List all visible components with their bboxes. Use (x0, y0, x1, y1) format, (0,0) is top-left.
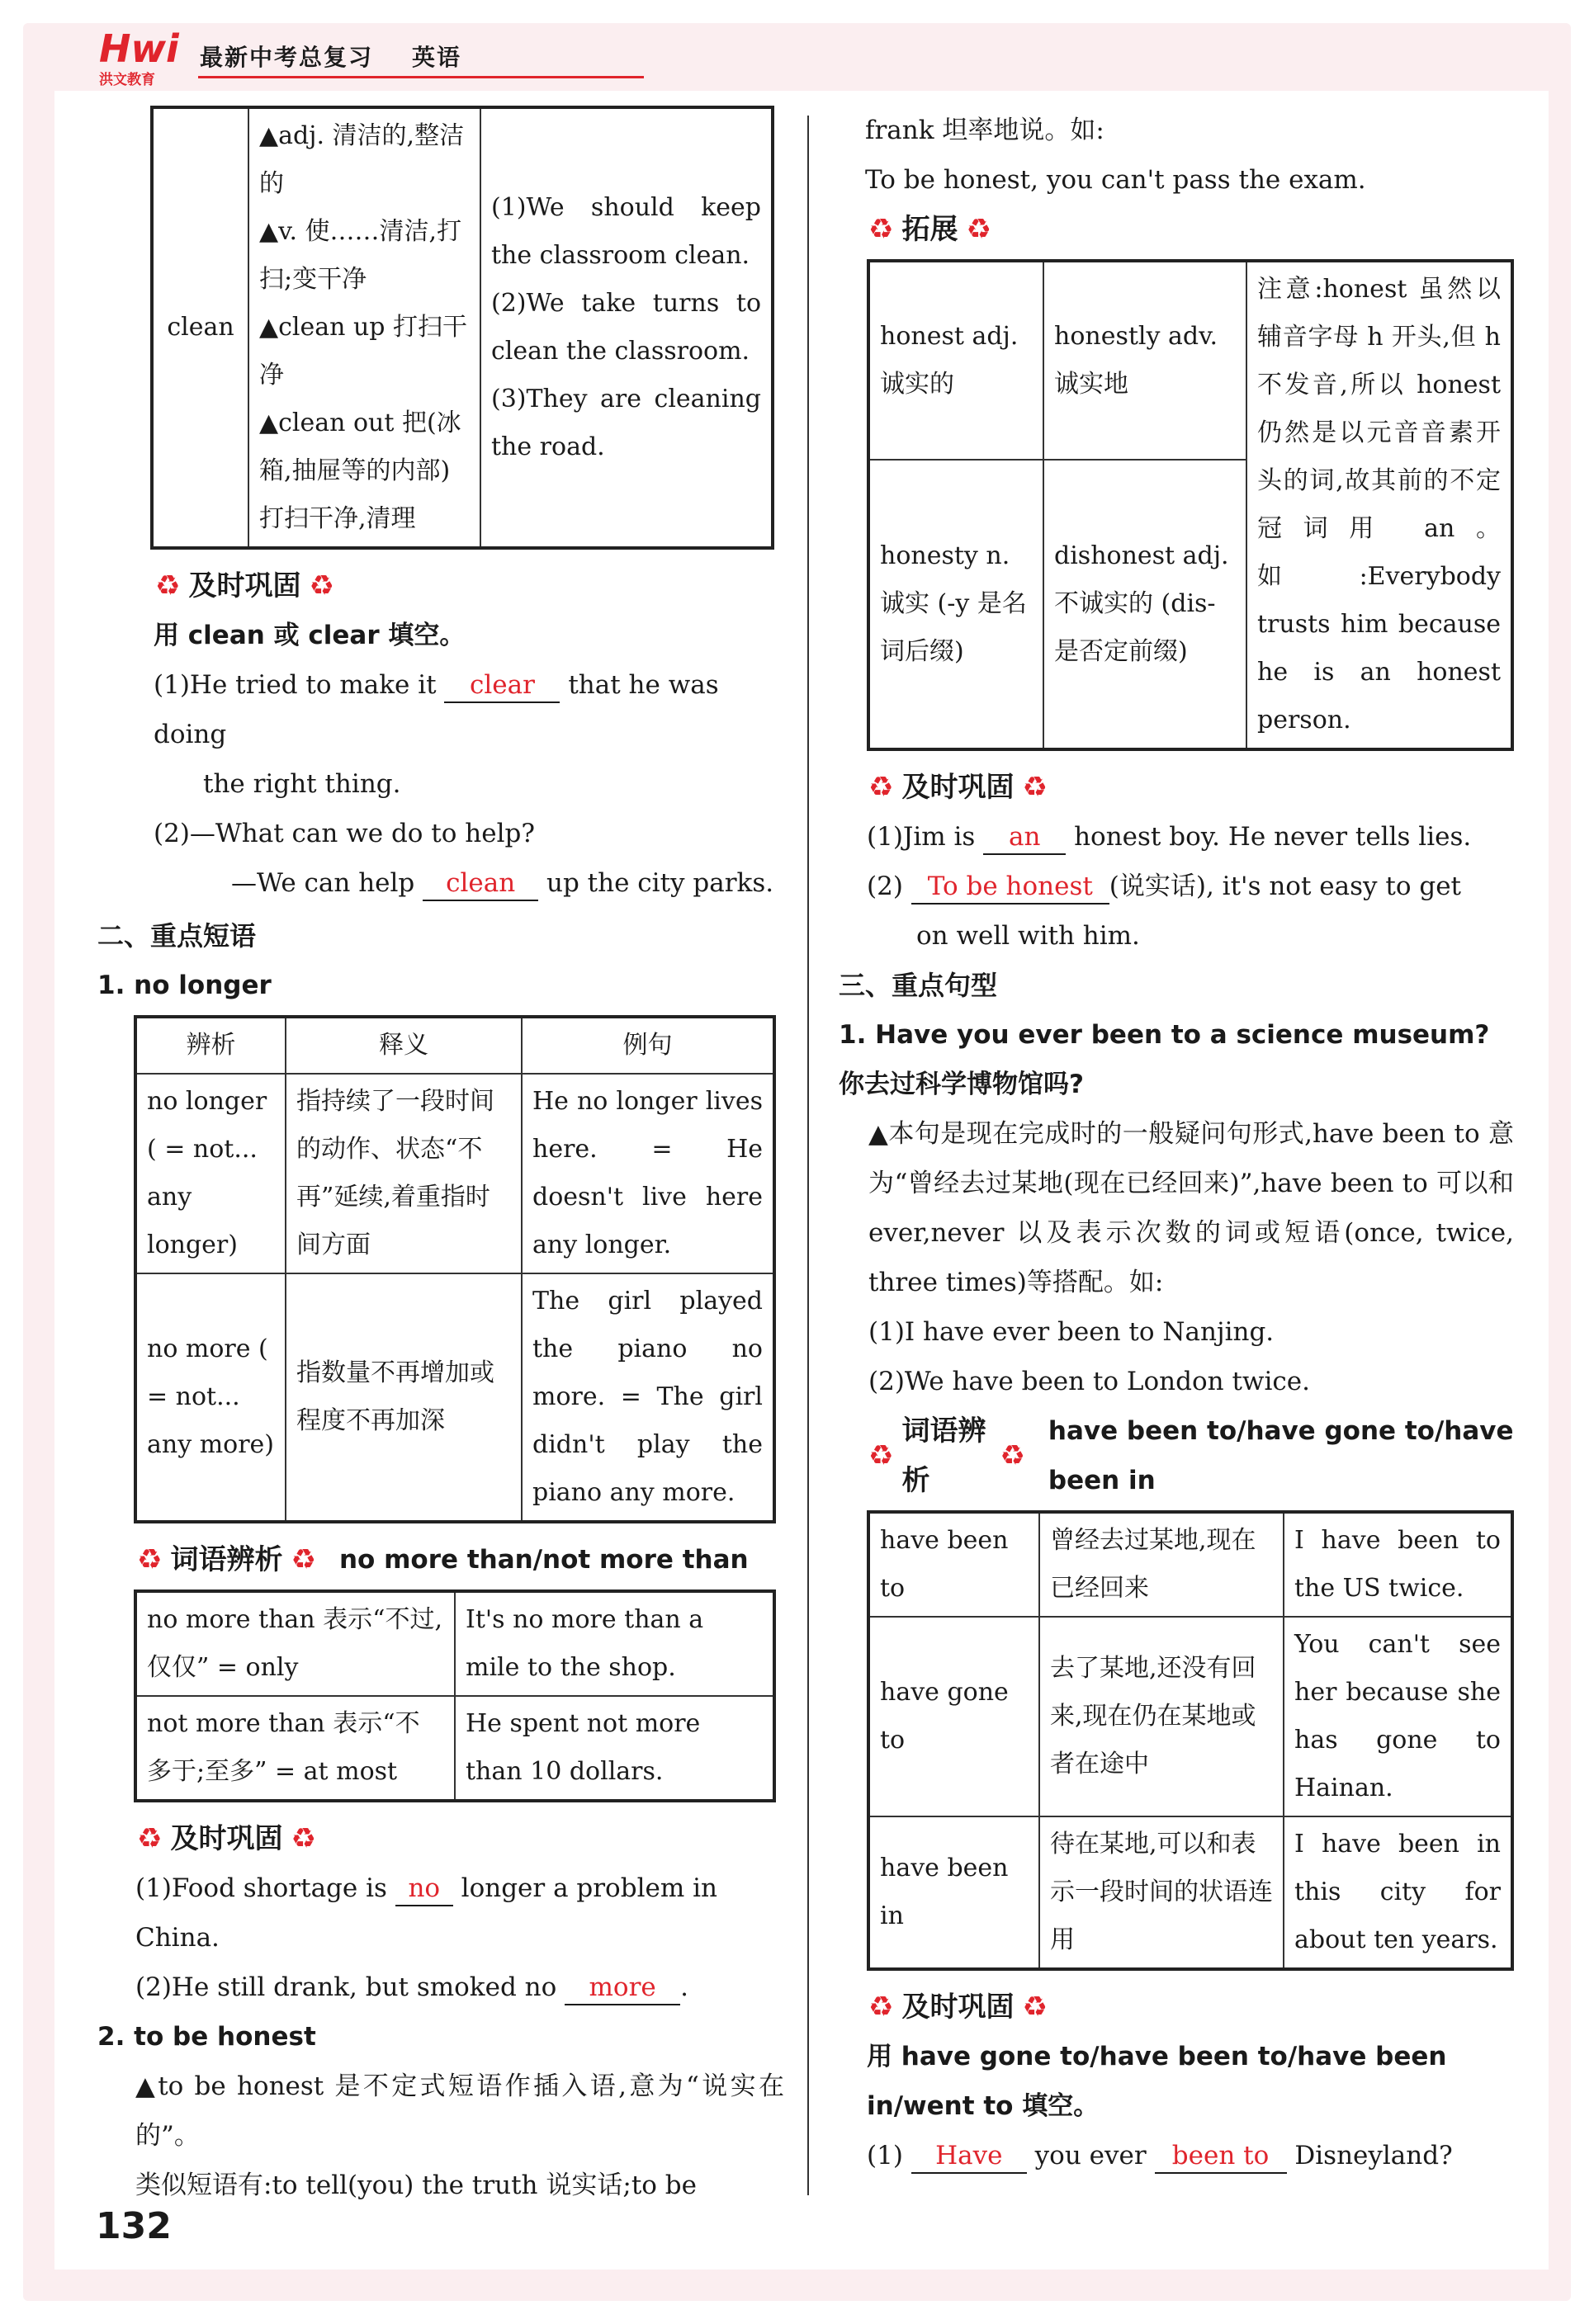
table-row (135, 1273, 774, 1522)
word-form-cell: honest adj. 诚实的 (868, 261, 1043, 460)
practice-question (97, 809, 784, 858)
clean-word-cell: clean (152, 107, 248, 548)
term-cell: have been in (868, 1816, 1039, 1969)
question-text: up the city parks. (546, 868, 774, 898)
term-cell: no longer ( = not... any longer) (135, 1074, 286, 1273)
no-more-than-table (134, 1589, 776, 1802)
example-cell: He spent not more than 10 dollars. (455, 1696, 774, 1801)
table-row (868, 261, 1512, 460)
analysis-badge (839, 1406, 1514, 1505)
table-row (135, 1591, 774, 1696)
practice-instruction: 用 have gone to/have been to/have been in/went to 填空。 (867, 2042, 1447, 2121)
question-text: you ever (1034, 2141, 1147, 2170)
book-title (200, 40, 461, 73)
word-form-cell: dishonest adj. 不诚实的 (dis-是否定前缀) (1043, 460, 1246, 749)
clean-example: (2)We take turns to clean the classroom. (491, 289, 761, 366)
page-header (91, 25, 1568, 91)
practice-badge (97, 1814, 784, 1863)
practice-question (839, 862, 1514, 911)
recycle-icon: ♻ (1022, 1991, 1048, 2024)
table-row (135, 1696, 774, 1801)
answer-blank: been to (1155, 2139, 1287, 2174)
badge-text: 及时巩固 (188, 569, 301, 602)
table-header: 释义 (286, 1017, 522, 1074)
example-sentence: (2)We have been to London twice. (868, 1367, 1310, 1396)
right-column (839, 106, 1514, 2180)
recycle-icon: ♻ (1022, 771, 1048, 804)
expand-badge (839, 205, 1514, 254)
practice-question (97, 1963, 784, 2012)
answer-blank: no (395, 1872, 453, 1906)
practice-question (839, 2131, 1514, 2180)
clean-examples-cell (480, 107, 773, 548)
example-cell: You can't see her because she has gone to Hainan. (1284, 1617, 1512, 1816)
recycle-icon: ♻ (309, 569, 334, 602)
question-number: (2) (135, 1972, 172, 2002)
practice-instruction: 用 clean 或 clear 填空。 (154, 621, 466, 650)
honest-table (867, 259, 1514, 751)
answer-blank: To be honest (911, 870, 1109, 905)
analysis-title: have been to/have gone to/have been in (1048, 1416, 1514, 1495)
recycle-icon: ♻ (291, 1543, 316, 1576)
recycle-icon: ♻ (966, 213, 991, 246)
clean-def: ▲clean out 把(冰箱,抽屉等的内部)打扫干净,清理 (259, 409, 461, 533)
example-cell: I have been to the US twice. (1284, 1512, 1512, 1617)
key-sentence-cn: 你去过科学博物馆吗? (839, 1070, 1084, 1099)
table-row (868, 1816, 1512, 1969)
recycle-icon: ♻ (291, 1822, 316, 1855)
question-number: (1) (867, 2141, 903, 2170)
question-text: —We can help (231, 868, 415, 898)
meaning-cell: 指持续了一段时间的动作、状态“不再”延续,着重指时间方面 (286, 1074, 522, 1273)
key-sentence (839, 1010, 1514, 1109)
question-text: He tried to make it (189, 670, 437, 700)
publisher-logo (99, 26, 190, 88)
section-title: 二、重点短语 (97, 920, 257, 952)
word-form-cell: honesty n. 诚实 (-y 是名词后缀) (868, 460, 1043, 749)
page-number: 132 (96, 2205, 172, 2247)
answer-blank: clear (444, 668, 560, 703)
recycle-icon: ♻ (137, 1543, 163, 1576)
question-text: Disneyland? (1294, 2141, 1453, 2170)
explanation-text: 类似短语有:to tell(you) the truth 说实话;to be (135, 2170, 697, 2200)
example-sentence: (1)I have ever been to Nanjing. (868, 1317, 1275, 1347)
answer-blank: more (565, 1971, 680, 2005)
practice-badge (839, 1982, 1514, 2032)
example-cell: I have been in this city for about ten years. (1284, 1816, 1512, 1969)
clean-example: (3)They are cleaning the road. (491, 385, 761, 461)
question-text: honest boy. He never tells lies. (1074, 822, 1472, 852)
analysis-badge (97, 1535, 784, 1585)
subject-label: 英语 (412, 44, 462, 71)
phrase-title: 1. no longer (97, 971, 272, 1000)
meaning-cell: 待在某地,可以和表示一段时间的状语连用 (1039, 1816, 1284, 1969)
explanation-text: ▲to be honest 是不定式短语作插入语,意为“说实在的”。 (135, 2071, 784, 2151)
term-cell: have gone to (868, 1617, 1039, 1816)
badge-text: 及时巩固 (901, 771, 1015, 804)
practice-badge (97, 561, 784, 611)
key-sentence-en: 1. Have you ever been to a science museum? (839, 1020, 1490, 1050)
question-text: —What can we do to help? (189, 819, 535, 848)
meaning-cell: 指数量不再增加或程度不再加深 (286, 1273, 522, 1522)
answer-blank: clean (423, 867, 538, 901)
question-text: . (680, 1972, 688, 2002)
answer-blank: an (983, 820, 1066, 855)
question-text: longer a problem in China. (135, 1873, 717, 1953)
have-been-table (867, 1510, 1514, 1971)
badge-text: 词语辨析 (901, 1415, 986, 1497)
analysis-title: no more than/not more than (338, 1545, 749, 1575)
continued-text: frank 坦率地说。如: (865, 116, 1104, 145)
badge-text: 及时巩固 (170, 1822, 283, 1855)
column-divider (807, 116, 809, 2195)
question-number: (2) (154, 819, 190, 848)
badge-text: 及时巩固 (901, 1991, 1015, 2024)
phrase-title: 2. to be honest (97, 2022, 316, 2052)
book-title-text: 最新中考总复习 (200, 44, 374, 71)
term-cell: no more ( = not... any more) (135, 1273, 286, 1522)
practice-question (97, 660, 784, 759)
question-text: that he was doing (154, 670, 719, 749)
question-number: (1) (154, 670, 190, 700)
recycle-icon: ♻ (868, 1991, 894, 2024)
example-sentence: To be honest, you can't pass the exam. (865, 165, 1366, 195)
practice-question (839, 812, 1514, 862)
badge-text: 拓展 (901, 213, 958, 246)
question-continuation: the right thing. (203, 769, 401, 799)
recycle-icon: ♻ (1000, 1439, 1025, 1472)
clean-def: ▲clean up 打扫干净 (259, 313, 468, 390)
example-cell: He no longer lives here. = He doesn't live here any longer. (522, 1074, 774, 1273)
example-cell: It's no more than a mile to the shop. (455, 1591, 774, 1696)
recycle-icon: ♻ (155, 569, 181, 602)
word-form-cell: honestly adv. 诚实地 (1043, 261, 1246, 460)
practice-question (97, 858, 784, 908)
clean-table (150, 106, 774, 550)
question-text: Food shortage is (171, 1873, 387, 1903)
recycle-icon: ♻ (137, 1822, 163, 1855)
question-number: (2) (867, 872, 903, 901)
question-number: (1) (867, 822, 903, 852)
table-header-row (135, 1017, 774, 1074)
recycle-icon: ♻ (868, 1439, 894, 1472)
meaning-cell: 曾经去过某地,现在已经回来 (1039, 1512, 1284, 1617)
badge-text: 词语辨析 (170, 1543, 283, 1576)
note-cell: 注意:honest 虽然以辅音字母 h 开头,但 h 不发音,所以 honest 仍然是以元音音素开头的词,故其前的不定冠词用 an。如:Everybody trusts him because he is an honest person. (1246, 261, 1512, 749)
clean-definitions-cell (248, 107, 480, 548)
term-cell: have been to (868, 1512, 1039, 1617)
header-underline (198, 76, 644, 78)
recycle-icon: ♻ (868, 213, 894, 246)
logo-mark: Hwi (99, 26, 179, 71)
practice-badge (839, 763, 1514, 812)
question-number: (1) (135, 1873, 172, 1903)
section-title: 三、重点句型 (839, 970, 998, 1001)
logo-subtitle: 洪文教育 (99, 72, 155, 88)
answer-blank: Have (911, 2139, 1027, 2174)
recycle-icon: ♻ (868, 771, 894, 804)
example-cell: The girl played the piano no more. = The girl didn't play the piano any more. (522, 1273, 774, 1522)
clean-def: ▲v. 使……清洁,打扫;变干净 (259, 217, 462, 294)
table-header: 辨析 (135, 1017, 286, 1074)
no-longer-table (134, 1015, 776, 1523)
left-column (97, 106, 784, 2210)
clean-def: ▲adj. 清洁的,整洁的 (259, 121, 465, 198)
question-continuation: on well with him. (916, 921, 1140, 951)
explanation-text: ▲本句是现在完成时的一般疑问句形式,have been to 意为“曾经去过某地(现在已经回来)”,have been to 可以和 ever,never 以及表示次数的词或短语(once, twice, three times)等搭配。如: (868, 1119, 1514, 1297)
meaning-cell: 去了某地,还没有回来,现在仍在某地或者在途中 (1039, 1617, 1284, 1816)
table-row (135, 1074, 774, 1273)
question-text: (说实话), it's not easy to get (1109, 872, 1462, 901)
clean-example: (1)We should keep the classroom clean. (491, 193, 761, 270)
table-header: 例句 (522, 1017, 774, 1074)
usage-cell: not more than 表示“不多于;至多” = at most (135, 1696, 455, 1801)
practice-question (97, 1863, 784, 1963)
question-text: He still drank, but smoked no (171, 1972, 557, 2002)
question-text: Jim is (902, 822, 976, 852)
table-row (868, 1512, 1512, 1617)
usage-cell: no more than 表示“不过,仅仅” = only (135, 1591, 455, 1696)
table-row (868, 1617, 1512, 1816)
